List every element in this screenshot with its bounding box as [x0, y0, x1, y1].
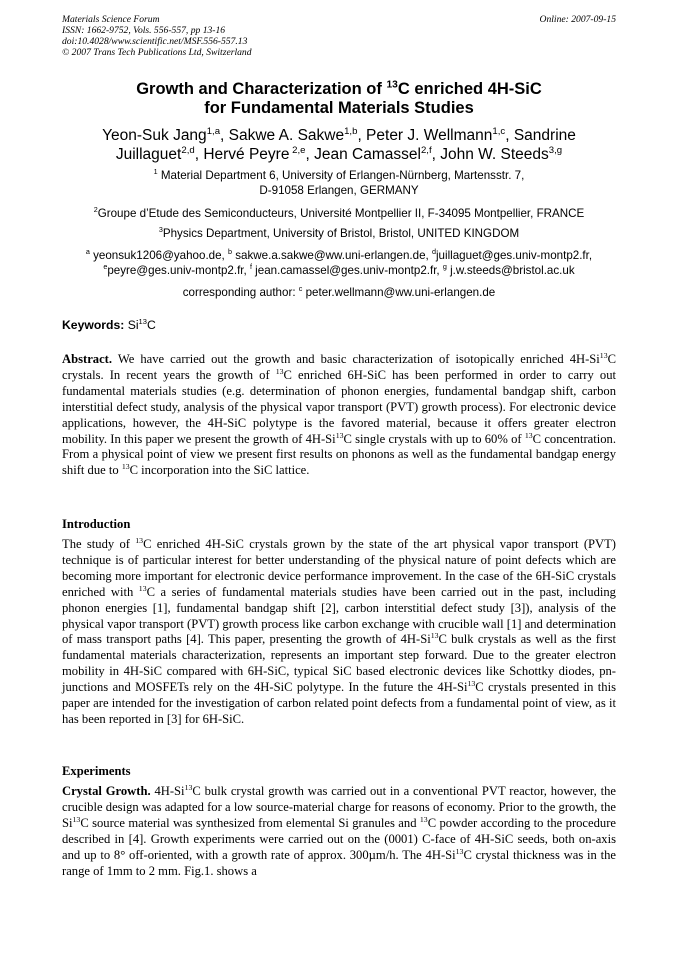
keywords: Keywords: Si$^{13}$C [62, 316, 156, 332]
affiliation-2: $^2$Groupe d’Etude des Semiconducteurs, Université Montpellier II, F-34095 Montpellier, FRANCE [93, 205, 585, 220]
online-date: Online: 2007-09-15 [539, 14, 616, 25]
experiments-heading: Experiments [62, 764, 131, 778]
paper-title: Growth and Characterization of $^{13}$C enriched 4H-SiC for Fundamental Materials Studies [136, 79, 542, 117]
keywords-label: Keywords: [62, 318, 128, 332]
introduction-paragraph: The study of $^{13}$C enriched 4H-SiC crystals grown by the state of the art physical vapor transport (PVT) technique is of particular interest for better understanding of the physical nature of point defects which are becoming more important for electronic device performance improvement. In the case of the 6H-SiC crystals enriched with $^{13}$C a series of fundamental materials studies have been carried out in the past, including phonon energies [1], fundamental bandgap shift [2], carbon interstitial defect study [3]), analysis of the physical vapor transport (PVT) growth process like carbon exchange with crucible wall [1] and determination of mass transport paths [4]. This paper, presenting the growth of 4H-Si$^{13}$C bulk crystals as well as the first fundamental materials characterization, represents an important step forward. Due to the greater electron mobility in 4H-SiC compared with 6H-SiC, typical SiC based electronic devices like Schottky diodes, pn-junctions and MOSFETs rely on the 4H-SiC polytype. In the future the 4H-Si$^{13}$C crystals presented in this paper are intended for the investigation of carbon related point defects from a fundamental point of view, as it has been reported in [3] for 6H-SiC. [62, 535, 617, 726]
crystal-growth-label: Crystal Growth. [62, 784, 151, 798]
corresponding-author: corresponding author: $^c$ peter.wellmann@ww.uni-erlangen.de [182, 284, 496, 299]
crystal-growth-paragraph: Crystal Growth. 4H-Si$^{13}$C bulk crystal growth was carried out in a conventional PVT reactor, however, the crucible design was adapted for a low source-material charge for reasons of economy. Prior to the growth, the Si$^{13}$C source material was synthesized from elemental Si granules and $^{13}$C powder according to the procedure described in [4]. Growth experiments were carried out on the (0001) C-face of 4H-SiC seeds, both on-axis and up to 8° off-oriented, with a growth rate of approx. 300µm/h. The 4H-Si$^{13}$C crystal thickness was in the range of 1mm to 2 mm. Fig.1. shows a [62, 782, 616, 878]
email-list: $^a$ yeonsuk1206@yahoo.de, $^b$ sakwe.a.sakwe@ww.uni-erlangen.de, $^d$juillaguet@ges.univ-montp2.fr, $^e$peyre@ges.univ-montp2.fr, $^f$ jean.camassel@ges.univ-montp2.fr, $^g$ j.w.steeds@bristol.ac.uk [85, 247, 593, 277]
issn-line: ISSN: 1662-9752, Vols. 556-557, pp 13-16 [62, 25, 226, 36]
author-list: Yeon-Suk Jang$^{1,a}$, Sakwe A. Sakwe$^{1,b}$, Peter J. Wellmann$^{1,c}$, Sandrine Juillaguet$^{2,d}$, Hervé Peyre $^{2,e}$, Jean Camassel$^{2,f}$, John W. Steeds$^{3,g}$ [102, 125, 576, 163]
copyright-line: © 2007 Trans Tech Publications Ltd, Switzerland [62, 47, 252, 58]
introduction-heading: Introduction [62, 517, 131, 531]
affiliation-1: $^1$ Material Department 6, University of Erlangen-Nürnberg, Martensstr. 7, D-91058 Erlangen, GERMANY [153, 167, 525, 197]
abstract-label: Abstract. [62, 352, 113, 366]
journal-header [62, 14, 392, 58]
abstract-paragraph: Abstract. We have carried out the growth and basic characterization of isotopically enriched 4H-Si$^{13}$C crystals. In recent years the growth of $^{13}$C enriched 6H-SiC has been performed in order to carry out fundamental materials studies (e.g. determination of phonon energies, fundamental bandgap shift, carbon interstitial defect study, analysis of the physical vapor transport (PVT) growth process). For electronic device applications, however, the 4H-SiC polytype is the favored material, because it offers greater electron mobility. In this paper we present the growth of 4H-Si$^{13}$C single crystals with up to 60% of $^{13}$C concentration. From a physical point of view we present first results on phonons as well as the fundamental bandgap energy shift due to $^{13}$C incorporation into the SiC lattice. [62, 350, 616, 478]
affiliation-3: $^3$Physics Department, University of Bristol, Bristol, UNITED KINGDOM [158, 225, 520, 240]
doi-line: doi:10.4028/www.scientific.net/MSF.556-557.13 [62, 36, 248, 47]
journal-name: Materials Science Forum [62, 14, 160, 25]
